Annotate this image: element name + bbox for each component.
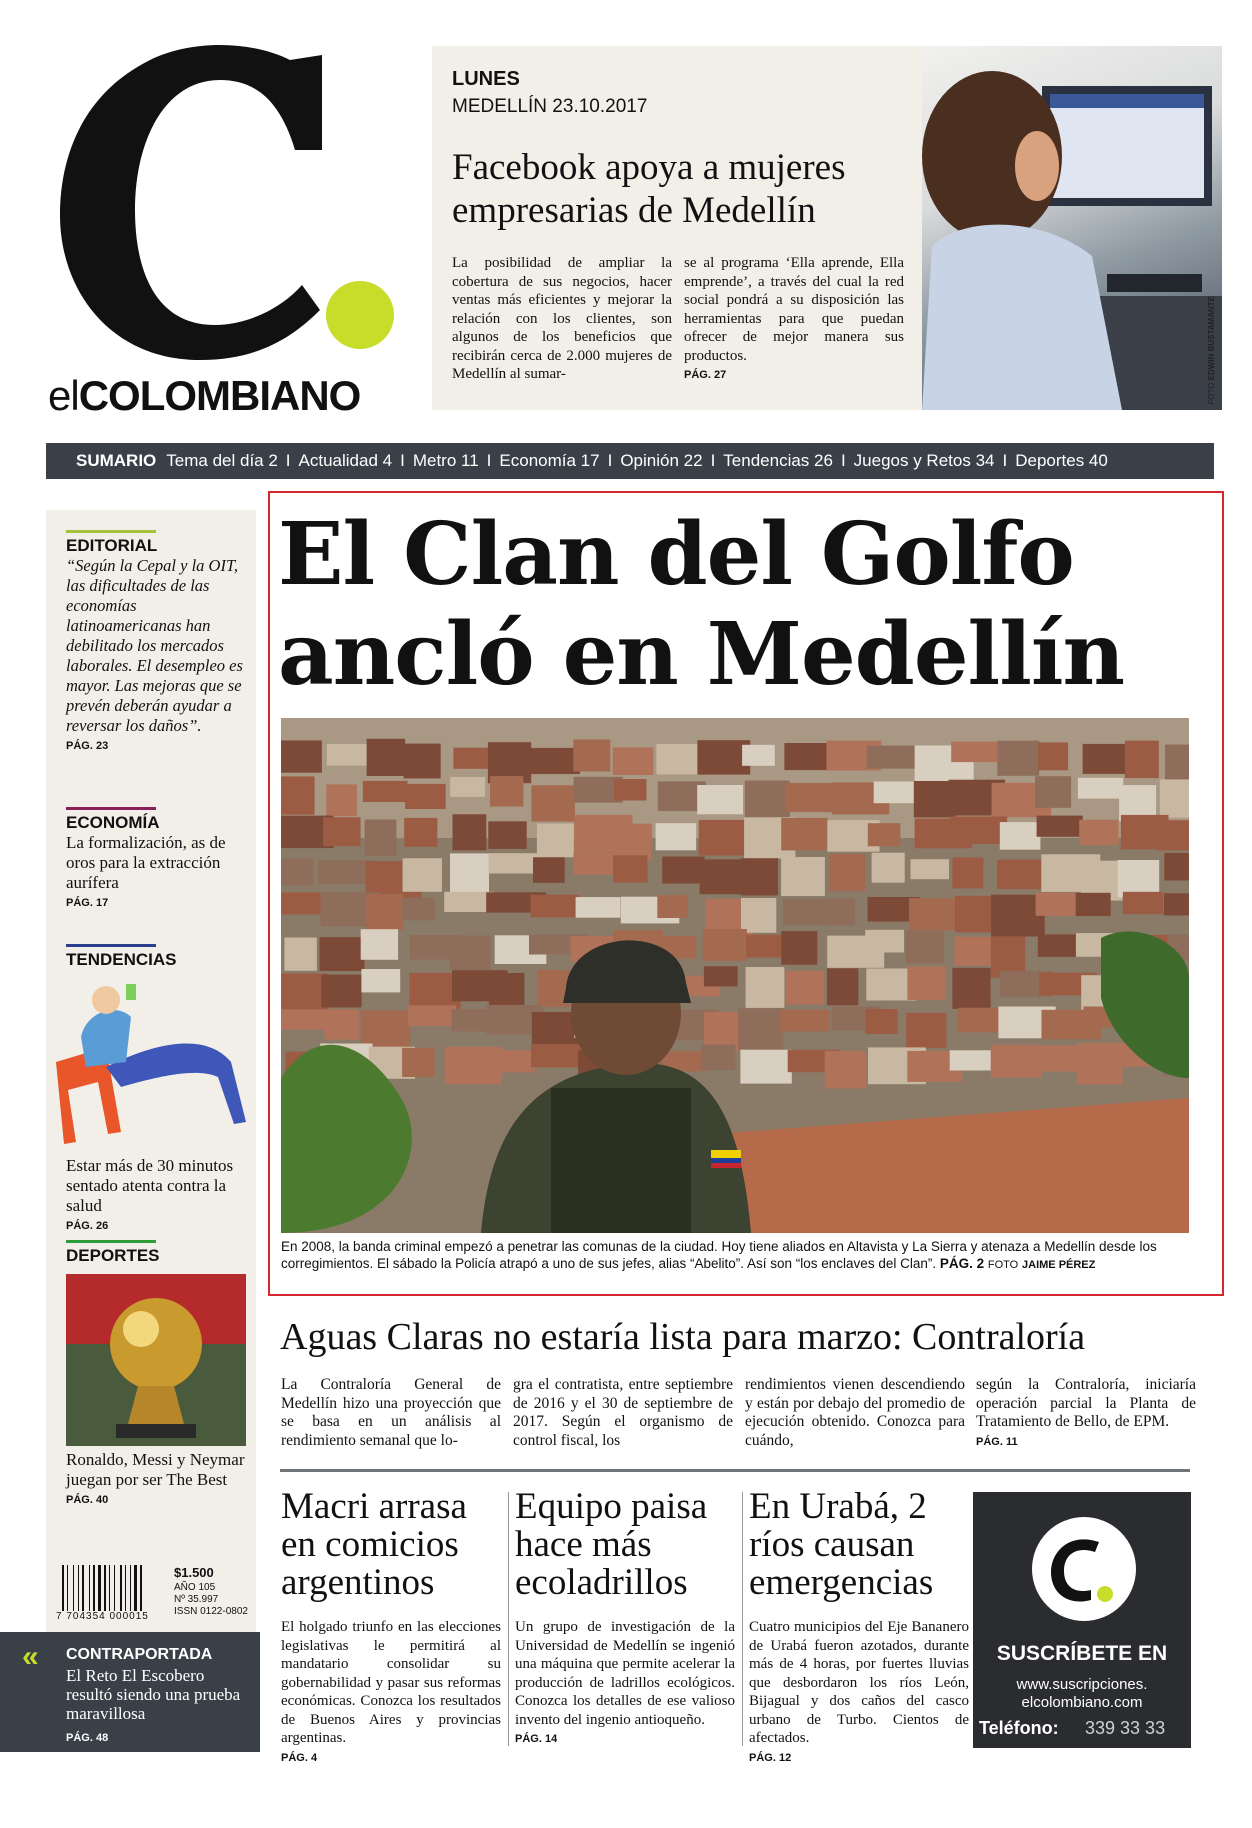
sumario-bar	[46, 443, 1214, 479]
person-torso	[81, 1010, 131, 1067]
house	[453, 814, 487, 850]
person-legs	[106, 1043, 246, 1124]
house	[997, 741, 1039, 776]
house	[453, 748, 488, 769]
house	[530, 748, 580, 774]
house	[321, 975, 361, 1008]
house	[1000, 822, 1041, 850]
house	[952, 968, 990, 1009]
house	[408, 1005, 456, 1026]
editorial-page[interactable]: PÁG. 23	[66, 740, 109, 752]
teaser-date: MEDELLÍN 23.10.2017	[452, 96, 648, 117]
teaser-photo-credit-name: EDWIN BUSTAMANTE	[1207, 296, 1216, 381]
house	[742, 745, 775, 766]
teaser-photo-art	[922, 46, 1222, 410]
editorial-rule	[66, 530, 156, 533]
teaser-photo-credit	[1207, 296, 1216, 405]
house	[866, 1009, 898, 1034]
sumario-separator: I	[486, 451, 492, 470]
house	[404, 744, 441, 779]
logo-letter: C.	[40, 40, 41, 41]
ballon-dor-highlight	[123, 1311, 159, 1347]
chevron-left-icon: «	[22, 1640, 39, 1673]
subscribe-phone[interactable]: 339 33 33	[1085, 1718, 1166, 1738]
house	[952, 858, 983, 889]
lead-caption-text: En 2008, la banda criminal empezó a penetrar las comunas de la ciudad. Hoy tiene aliados en Altavista y La Sierra y atenaza a Medellín desde los corregimientos. El sábado la Policía atrapó a uno de sus jefes, alias “Abelito”. Así son “los enclaves del Clan”.	[281, 1239, 1157, 1271]
barcode-bar	[120, 1565, 122, 1611]
house	[614, 779, 647, 801]
teaser-headline[interactable]: Facebook apoya a mujeres empresarias de Medellín	[452, 147, 846, 231]
house	[955, 937, 996, 966]
house	[911, 859, 950, 879]
house	[872, 853, 905, 883]
aguas-col-4	[976, 1376, 1196, 1451]
woman-shirt	[922, 225, 1122, 410]
deportes-text: Ronaldo, Messi y Neymar juegan por ser The Best	[66, 1450, 245, 1489]
editorial-text: “Según la Cepal y la OIT, las dificultades de las economías latinoamericanas han debilitado los mercados laborales. El desempleo es mayor. Las mejoras que se prevén deberán ayudar a reversar los daños”.	[66, 556, 243, 735]
house	[657, 895, 687, 918]
house	[450, 853, 489, 894]
sumario-separator: I	[607, 451, 613, 470]
subscribe-logo-disc	[1032, 1517, 1136, 1621]
sumario-separator: I	[840, 451, 846, 470]
house	[1160, 779, 1189, 817]
teaser-col-2-text: se al programa ‘Ella aprende, Ella emprende’, a través del cual la red social pondrá a su disposición las herramientas para que puedan ofrecer de mejor manera sus productos.	[684, 255, 904, 364]
person-head	[92, 986, 120, 1014]
screen-bar	[1050, 94, 1204, 108]
sumario-separator: I	[710, 451, 716, 470]
barcode-bar	[73, 1565, 74, 1611]
subscribe-url-2[interactable]: elcolombiano.com	[1021, 1694, 1143, 1711]
barcode-bar	[62, 1565, 64, 1611]
house	[701, 1045, 735, 1070]
house	[490, 776, 523, 807]
economia-page[interactable]: PÁG. 17	[66, 897, 109, 909]
barcode-bar	[125, 1565, 126, 1611]
ecoladrillos-body-text: Un grupo de investigación de la Universidad de Medellín se ingenió una máquina que permite acelerar la producción de ladrillos ecológicos. Conozca los detalles de ese valioso invento del ingenio antioqueño.	[515, 1619, 735, 1728]
woman-face	[1015, 131, 1059, 201]
barcode-bar	[130, 1565, 131, 1611]
house	[281, 776, 315, 814]
house	[281, 859, 313, 886]
year: AÑO 105	[174, 1582, 216, 1593]
macri-headline[interactable]: Macri arrasa en comicios argentinos	[281, 1486, 467, 1603]
aguas-col-4-text: según la Contraloría, iniciaría operación parcial la Planta de Tratamiento de Bello, de EPM.	[976, 1376, 1196, 1430]
aguas-col-1: La Contraloría General de Medellín hizo una proyección que se basa en un análisis al rendimiento semanal que lo-	[281, 1376, 501, 1449]
subscribe-logo	[1029, 1514, 1139, 1624]
house	[405, 784, 446, 809]
house	[1079, 820, 1118, 845]
sumario-item[interactable]: Tema del día 2	[166, 451, 278, 470]
house	[907, 966, 945, 1000]
barcode-bar	[104, 1565, 106, 1611]
price-box	[46, 1565, 260, 1625]
house	[867, 746, 919, 769]
house	[1036, 893, 1077, 916]
house	[741, 898, 776, 933]
economia-title: ECONOMÍA	[66, 813, 160, 832]
barcode-bar	[89, 1565, 90, 1611]
lead-photo-label: FOTO	[987, 1259, 1019, 1271]
ecoladrillos-page[interactable]: PÁG. 14	[515, 1733, 558, 1745]
house	[361, 969, 400, 992]
sumario-item[interactable]: Tendencias 26	[723, 451, 833, 470]
house	[363, 781, 408, 802]
teaser-col-1: La posibilidad de ampliar la cobertura de sus negocios, hacer ventas más eficientes y mejorar la relación con los clientes, son algunos de los beneficios que recibirán cerca de 2.000 mujeres de Medellín al sumar-	[452, 255, 672, 382]
house	[361, 929, 398, 960]
house	[403, 858, 442, 892]
house	[325, 1009, 360, 1039]
sidebar-economia[interactable]	[66, 807, 251, 909]
sumario-item[interactable]: Deportes 40	[1015, 451, 1108, 470]
deportes-photo	[66, 1274, 246, 1446]
house	[573, 740, 610, 772]
aguas-col-2: gra el contratista, entre septiembre de 2016 y el 30 de septiembre de 2017. Según el organismo de control fiscal, los	[513, 1376, 733, 1449]
house	[404, 818, 437, 847]
top-teaser[interactable]	[432, 46, 922, 410]
house	[1123, 892, 1163, 914]
barcode-bar	[78, 1565, 79, 1611]
aguas-page[interactable]: PÁG. 11	[976, 1435, 1018, 1448]
sidebar-editorial[interactable]	[66, 530, 251, 752]
house	[781, 857, 825, 896]
barcode-digits: 7 704354 000015	[56, 1611, 149, 1622]
sidebar-tendencias[interactable]	[66, 944, 251, 970]
house	[488, 821, 526, 849]
subscribe-title: SUSCRÍBETE EN	[996, 1642, 1168, 1665]
contraportada-title: CONTRAPORTADA	[66, 1646, 213, 1663]
lead-page[interactable]: PÁG. 2	[939, 1256, 985, 1271]
aguas-headline[interactable]: Aguas Claras no estaría lista para marzo: Contraloría	[280, 1316, 1086, 1358]
house	[951, 816, 1008, 844]
sumario-item[interactable]: Economía 17	[499, 451, 600, 470]
house	[1164, 893, 1189, 915]
house	[951, 742, 998, 763]
house	[829, 854, 866, 891]
house	[531, 785, 575, 821]
house	[741, 858, 779, 895]
colombian-flag-yellow	[711, 1150, 741, 1158]
house	[825, 1051, 867, 1089]
deportes-page[interactable]: PÁG. 40	[66, 1494, 109, 1506]
barcode-bar	[67, 1565, 68, 1611]
uraba-headline[interactable]: En Urabá, 2 ríos causan emergencias	[749, 1486, 934, 1603]
house	[704, 966, 738, 986]
teaser-photo	[922, 46, 1222, 410]
house	[367, 739, 406, 776]
house	[781, 931, 817, 965]
contraportada-box[interactable]	[0, 1632, 260, 1752]
uraba-body-text: Cuatro municipios del Eje Bananero de Urabá fueron azotados, durante más de 4 horas, por fuertes lluvias que desbordaron los ríos León, Bijagual y dos caños del casco urbano de Turbo. Cientos de afectados.	[749, 1619, 969, 1746]
lead-caption	[281, 1238, 1189, 1274]
barcode-bar	[140, 1565, 142, 1611]
house	[1158, 820, 1189, 850]
house	[874, 782, 917, 804]
sumario-separator: I	[285, 451, 291, 470]
lead-photographer: JAIME PÉREZ	[1022, 1259, 1096, 1271]
column-divider	[508, 1492, 509, 1746]
house	[740, 1050, 791, 1084]
officer-vest	[551, 1088, 691, 1233]
section-divider	[280, 1469, 1190, 1472]
sumario-item[interactable]: Opinión 22	[620, 451, 703, 470]
house	[738, 1009, 783, 1051]
macri-body	[281, 1618, 501, 1767]
house	[326, 784, 357, 816]
house	[365, 820, 397, 856]
house	[327, 744, 372, 766]
sidebar-deportes[interactable]	[66, 1240, 251, 1266]
house	[1118, 860, 1160, 897]
tendencias-text: Estar más de 30 minutos sentado atenta contra la salud	[66, 1156, 234, 1215]
issue-number: Nº 35.997	[174, 1594, 219, 1605]
deportes-rule	[66, 1240, 156, 1243]
house	[281, 740, 322, 772]
house	[613, 747, 654, 775]
subscribe-url-1[interactable]: www.suscripciones.	[1016, 1676, 1148, 1693]
house	[780, 1010, 830, 1032]
house	[906, 1013, 946, 1048]
contraportada-page[interactable]: PÁG. 48	[66, 1732, 109, 1744]
house	[531, 895, 579, 918]
ballon-dor-ball	[110, 1298, 202, 1390]
teaser-page[interactable]: PÁG. 27	[684, 369, 727, 381]
house	[868, 823, 901, 846]
house	[1037, 816, 1083, 837]
price: $1.500	[174, 1565, 214, 1580]
house	[1076, 893, 1111, 916]
left-sidebar	[46, 510, 256, 1732]
issn: ISSN 0122-0802	[174, 1606, 248, 1617]
house	[1077, 1043, 1123, 1084]
house	[281, 892, 322, 914]
house	[402, 1048, 435, 1077]
sidebar-deportes-story[interactable]	[66, 1450, 251, 1506]
logo-dot	[326, 281, 394, 349]
tendencias-page[interactable]: PÁG. 26	[66, 1220, 109, 1232]
keyboard	[1107, 274, 1202, 292]
phone	[126, 984, 136, 1000]
house	[1165, 745, 1189, 781]
house	[1038, 742, 1068, 770]
house	[746, 967, 785, 1008]
teaser-col-2	[684, 254, 904, 385]
house	[1038, 934, 1081, 957]
barcode-bar	[134, 1565, 137, 1611]
sidebar-tendencias-story[interactable]	[66, 1156, 251, 1232]
brand-main: COLOMBIANO	[78, 372, 361, 419]
masthead-logo	[40, 40, 400, 370]
sumario-separator: I	[1002, 451, 1008, 470]
macri-page[interactable]: PÁG. 4	[281, 1751, 318, 1764]
house	[281, 974, 328, 1014]
house	[450, 936, 491, 971]
teaser-day: LUNES	[452, 68, 520, 90]
house	[489, 853, 540, 873]
house	[533, 857, 565, 883]
house	[825, 898, 855, 925]
house	[865, 930, 904, 953]
subscribe-phone-label: Teléfono:	[979, 1718, 1059, 1738]
house	[781, 818, 828, 851]
house	[1125, 741, 1159, 779]
tendencias-rule	[66, 944, 156, 947]
house	[783, 899, 825, 925]
sumario-separator: I	[400, 451, 405, 470]
tendencias-title: TENDENCIAS	[66, 950, 177, 969]
subscribe-logo-dot	[1097, 1586, 1113, 1602]
house	[1078, 778, 1123, 799]
trophy-plinth	[116, 1424, 196, 1438]
logo-c-shape	[60, 45, 322, 360]
house	[906, 930, 944, 963]
tendencias-illustration	[46, 972, 256, 1152]
economia-text: La formalización, as de oros para la extracción aurífera	[66, 833, 226, 892]
house	[1164, 853, 1189, 881]
house	[1035, 776, 1071, 808]
house	[613, 855, 647, 882]
house	[785, 971, 824, 1005]
ecoladrillos-headline[interactable]: Equipo paisa hace más ecoladrillos	[515, 1486, 708, 1603]
ecoladrillos-body	[515, 1618, 735, 1749]
house	[576, 897, 621, 918]
lead-headline-line-1: El Clan del Golfo	[278, 504, 1074, 605]
lead-photo-art	[281, 718, 1189, 1233]
barcode	[60, 1565, 170, 1611]
barcode-bar	[98, 1565, 101, 1611]
deportes-title: DEPORTES	[66, 1246, 160, 1265]
house	[662, 857, 704, 884]
teaser-photo-credit-label: FOTO	[1207, 382, 1216, 405]
contraportada-text: El Reto El Escobero resultó siendo una prueba maravillosa	[66, 1666, 241, 1723]
house	[656, 823, 697, 850]
lead-photo	[281, 718, 1189, 1233]
house	[697, 785, 743, 814]
house	[950, 1050, 995, 1070]
colombian-flag-blue	[711, 1158, 741, 1163]
editorial-title: EDITORIAL	[66, 536, 158, 555]
barcode-bar	[82, 1565, 84, 1611]
barcode-bar	[109, 1565, 110, 1611]
house	[450, 777, 485, 797]
colombian-flag-red	[711, 1163, 741, 1168]
column-divider	[742, 1492, 743, 1746]
uraba-body	[749, 1618, 969, 1767]
sumario-item[interactable]: Actualidad 4	[298, 451, 393, 470]
house	[746, 935, 781, 958]
brand-prefix: el	[48, 372, 79, 419]
house	[366, 894, 403, 930]
house	[537, 824, 574, 858]
brand-name	[48, 372, 360, 420]
aguas-col-3: rendimientos vienen descendiendo y están por debajo del promedio de ejecución obtenido. Conozca para cuándo,	[745, 1376, 965, 1449]
lead-headline[interactable]	[278, 505, 1218, 705]
economia-rule	[66, 807, 156, 810]
barcode-bar	[114, 1565, 115, 1611]
subscribe-logo-letter: C.	[1029, 1514, 1030, 1515]
house	[827, 968, 858, 1005]
subscribe-ad[interactable]	[973, 1492, 1191, 1748]
house	[487, 1050, 535, 1072]
house	[284, 938, 316, 971]
lead-headline-line-2: ancló en Medellín	[278, 604, 1125, 705]
house	[745, 781, 790, 821]
sumario-item[interactable]: Metro 11	[412, 451, 479, 470]
uraba-page[interactable]: PÁG. 12	[749, 1751, 792, 1764]
barcode-bar	[93, 1565, 95, 1611]
monitor-screen	[1050, 94, 1204, 198]
sumario-label: SUMARIO	[76, 451, 157, 470]
house	[320, 937, 365, 971]
sumario-item[interactable]: Juegos y Retos 34	[853, 451, 995, 470]
house	[323, 817, 361, 846]
house	[402, 898, 435, 921]
macri-body-text: El holgado triunfo en las elecciones legislativas le permitirá al mandatario consolidar su gobernabilidad y pasar sus reformas económicas. Conozca los resultados de Buenos Aires y provincias argentinas.	[281, 1619, 501, 1746]
house	[703, 929, 747, 961]
